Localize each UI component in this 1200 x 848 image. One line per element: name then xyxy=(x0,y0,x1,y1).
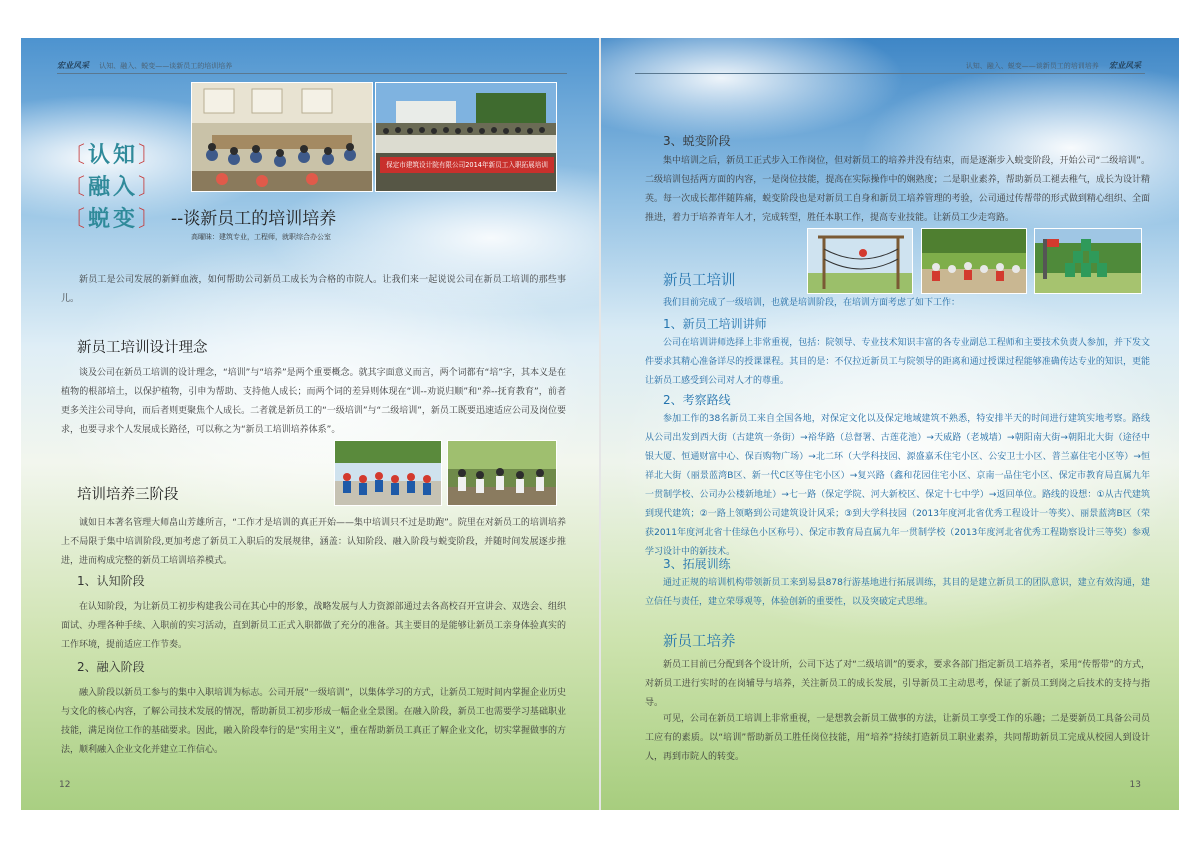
stage2-paragraph: 融入阶段以新员工参与的集中入职培训为标志。公司开展“一级培训”，以集体学习的方式，让新员工短时间内掌握企业历史与文化的核心内容，了解公司技术发展的情况，帮助新员工初步形成一幅企业全景图。在融入阶段，新员工也需要学习基础职业技能，满足岗位工作的基础要求。因此，融入阶段奉行的是“实用主义”，重在帮助新员工真正了解企业文化，切实掌握做事的方法，顺利融入企业文化并建立工作信心。 xyxy=(61,688,566,755)
lecturer-paragraph: 公司在培训讲师选择上非常重视，包括：院领导、专业技术知识丰富的各专业副总工程师和主要技术负责人参加，并下发文件要求其精心准备详尽的授课课程。其目的是：不仅拉近新员工与院领导的距离和通过授课过程能够准确传达专业的知识，更能让新员工感受到公司对人才的尊重。 xyxy=(645,338,1150,386)
team-game-photo xyxy=(921,228,1027,294)
header-rule xyxy=(57,73,567,74)
stage1-heading: 1、认知阶段 xyxy=(77,574,145,588)
magazine-logo-right: 宏业风采 xyxy=(1109,60,1141,70)
stages-paragraph: 诚如日本著名管理大师畠山芳雄所言，“工作才是培训的真正开始——集中培训只不过是助跑”。院里在对新员工的培训培养上不局限于集中培训阶段,更加考虑了新员工入职后的发展规律，涵盖：认知阶段、融入阶段与蜕变阶段，并随时间发展逐步推进，进而构成完整的新员工培训培养模式。 xyxy=(61,518,566,566)
page-number-left: 12 xyxy=(59,780,71,790)
stage2-heading: 2、融入阶段 xyxy=(77,660,145,674)
section-heading-training: 新员工培训 xyxy=(663,273,736,289)
title-word-integration: 融入 xyxy=(88,175,139,200)
outdoor-training-photo xyxy=(334,440,442,506)
section-heading-design: 新员工培训设计理念 xyxy=(77,340,208,356)
title-word-transformation: 蜕变 xyxy=(88,207,139,232)
page-number-right: 13 xyxy=(1129,780,1141,790)
rope-course-photo xyxy=(807,228,913,294)
right-page xyxy=(601,38,1179,810)
author-byline: 高曜昧：建筑专业，工程师，就职综合办公室 xyxy=(191,233,331,241)
stage1-paragraph: 在认知阶段，为让新员工初步构建我公司在其心中的形象，战略发展与人力资源部通过去各高校召开宣讲会、双选会、组织面试、办理各种手续、入职前的实习活动，直到新员工正式入职都做了充分的准备。其主要目的是能够让新员工亲身体验真实的工作环境，提前适应工作节奏。 xyxy=(61,602,566,650)
route-paragraph: 参加工作的38名新员工来自全国各地，对保定文化以及保定地域建筑不熟悉，特安排半天的时间进行建筑实地考察。路线从公司出发到西大街（古建筑一条街）→裕华路（总督署、古莲花池）→天威路（老城墙）→朝阳南大街→朝阳北大街（途径中银大厦、恒通财富中心、保百购物广场）→北二环（大学科技园、源盛嘉禾住宅小区、公安卫士小区、普兰嘉住宅小区等）→恒祥北大街（丽景蓝湾B区、新一代C区等住宅小区）→复兴路（鑫和花园住宅小区、京南一品住宅小区、保定市教育局直属九年一贯制学校、公司办公楼新地址）→七一路（保定学院、河大新校区、保定十七中学）→返回单位。路线的设想：①从古代建筑到现代建筑；②一路上领略到公司建筑设计风采；③到大学科技园（2013年度河北省优秀工程设计一等奖）、丽景蓝湾B区（荣获2011年度河北省十佳绿色小区称号）、保定市教育局直属九年一贯制学校（2013年度河北省优秀工程勘察设计三等奖）参观学习设计中的新技术。 xyxy=(645,414,1150,557)
title-word-cognition: 认知 xyxy=(88,143,139,168)
lecturer-heading: 1、新员工培训讲师 xyxy=(663,317,767,331)
running-header-right xyxy=(966,60,1141,74)
group-photo xyxy=(375,82,557,192)
field-visit-photo xyxy=(447,440,557,506)
section-heading-stages: 培训培养三阶段 xyxy=(77,487,179,503)
magazine-logo: 宏业风采 xyxy=(57,60,89,70)
header-text-right: 认知、融入、蜕变——谈新员工的培训培养 xyxy=(965,62,1099,70)
header-rule-right xyxy=(635,73,1145,74)
article-title: 〔认知〕 〔融入〕 〔蜕变〕 xyxy=(63,143,164,232)
header-text: 认知、融入、蜕变——谈新员工的培训培养 xyxy=(99,62,233,70)
section-heading-nurture: 新员工培养 xyxy=(663,634,736,650)
stage3-heading: 3、蜕变阶段 xyxy=(663,134,731,148)
nurture-paragraph-2: 可见，公司在新员工培训上非常重视，一是想教会新员工做事的方法，让新员工享受工作的乐趣；二是要新员工具备公司员工应有的素质。以“培训”帮助新员工胜任岗位技能，用“培养”持续打造新员工职业素养，共同帮助新员工完成从校园人到设计人，再到市院人的转变。 xyxy=(645,714,1150,762)
route-heading: 2、考察路线 xyxy=(663,393,731,407)
group-photo-banner: 保定市建筑设计院有限公司2014年新员工入职拓展培训 xyxy=(380,157,554,173)
left-page xyxy=(21,38,599,810)
nurture-paragraph-1: 新员工目前已分配到各个设计所，公司下达了对“二级培训”的要求，要求各部门指定新员工培养者，采用“传帮带”的方式，对新员工进行实时的在岗辅导与培养，关注新员工的成长发展，引导新员工主动思考，保证了新员工到岗之后技术的支持与指导。 xyxy=(645,660,1150,708)
running-header xyxy=(57,60,232,74)
outward-heading: 3、拓展训练 xyxy=(663,557,731,571)
stage3-paragraph: 集中培训之后，新员工正式步入工作岗位，但对新员工的培养并没有结束，而是逐渐步入蜕变阶段，开始公司“二级培训”。二级培训包括两方面的内容，一是岗位技能，提高在实际操作中的娴熟度；二是职业素养，帮助新员工褪去稚气，成长为设计精英。每一次成长都伴随阵痛，蜕变阶段也是对新员工自身和新员工培养管理的考验，公司通过传帮带的形式做到精心组织、全面推进，着力于培养青年人才，完成转型，胜任本职工作，提高专业技能。让新员工少走弯路。 xyxy=(645,156,1150,223)
human-pyramid-photo xyxy=(1034,228,1142,294)
article-subtitle: --谈新员工的培训培养 xyxy=(171,209,337,229)
training-intro: 我们目前完成了一级培训，也就是培训阶段，在培训方面考虑了如下工作： xyxy=(663,298,961,308)
intro-paragraph: 新员工是公司发展的新鲜血液，如何帮助公司新员工成长为合格的市院人。让我们来一起说说公司在新员工培训的那些事儿。 xyxy=(61,275,566,304)
outward-paragraph: 通过正规的培训机构带领新员工来到易县878行游基地进行拓展训练，其目的是建立新员工的团队意识，建立有效沟通，建立信任与责任，建立荣辱观等，体验创新的重要性，以及突破定式思维。 xyxy=(645,578,1150,607)
training-classroom-photo xyxy=(191,82,373,192)
design-paragraph: 谈及公司在新员工培训的设计理念，“培训”与“培养”是两个重要概念。就其字面意义而言，两个词都有“培”字，其本义是在植物的根部培土，以保护植物，引申为帮助、支持他人成长；而两个词的差异则体现在“训--劝说归顺”和“养--抚育教育”，前者更多关注公司导向，而后者则更聚焦个人成长。二者就是新员工的“一级培训”与“二级培训”，新员工既要迅速适应公司及岗位要求，也要寻求个人发展成长路径，可以称之为“新员工培训培养体系”。 xyxy=(61,368,566,435)
